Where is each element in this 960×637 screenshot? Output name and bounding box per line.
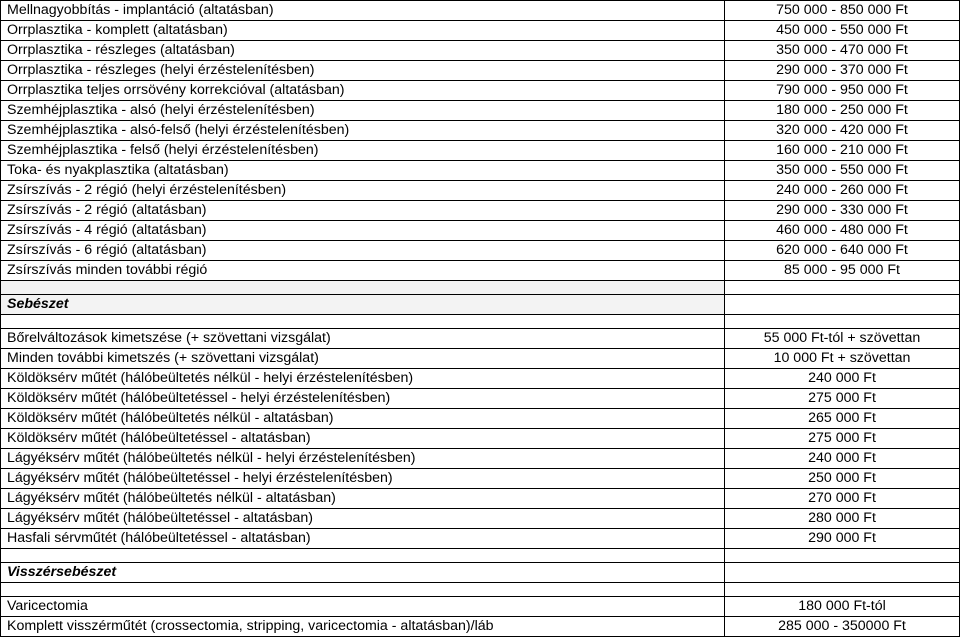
procedure-name: Toka- és nyakplasztika (altatásban) [1, 161, 725, 181]
procedure-name: Varicectomia [1, 597, 725, 617]
spacer-cell [725, 583, 960, 597]
procedure-price: 290 000 Ft [725, 529, 960, 549]
section-header-empty-cell [725, 295, 960, 315]
procedure-price: 460 000 - 480 000 Ft [725, 221, 960, 241]
procedure-price: 290 000 - 370 000 Ft [725, 61, 960, 81]
procedure-price: 10 000 Ft + szövettan [725, 349, 960, 369]
procedure-price: 240 000 Ft [725, 449, 960, 469]
procedure-name: Zsírszívás - 2 régió (helyi érzéstelenítésben) [1, 181, 725, 201]
procedure-price: 620 000 - 640 000 Ft [725, 241, 960, 261]
procedure-name: Mellnagyobbítás - implantáció (altatásban) [1, 1, 725, 21]
procedure-price: 240 000 Ft [725, 369, 960, 389]
table-row [1, 261, 960, 281]
procedure-price: 265 000 Ft [725, 409, 960, 429]
procedure-name: Köldöksérv műtét (hálóbeültetéssel - altatásban) [1, 429, 725, 449]
table-row [1, 429, 960, 449]
section-header-row [1, 295, 960, 315]
procedure-price: 750 000 - 850 000 Ft [725, 1, 960, 21]
procedure-name: Zsírszívás minden további régió [1, 261, 725, 281]
procedure-price: 180 000 - 250 000 Ft [725, 101, 960, 121]
procedure-name: Köldöksérv műtét (hálóbeültetés nélkül - helyi érzéstelenítésben) [1, 369, 725, 389]
table-row [1, 369, 960, 389]
table-row [1, 389, 960, 409]
procedure-price: 240 000 - 260 000 Ft [725, 181, 960, 201]
table-row [1, 409, 960, 429]
table-row [1, 509, 960, 529]
procedure-name: Zsírszívás - 6 régió (altatásban) [1, 241, 725, 261]
table-row [1, 141, 960, 161]
procedure-price: 290 000 - 330 000 Ft [725, 201, 960, 221]
table-row [1, 81, 960, 101]
spacer-row [1, 315, 960, 329]
table-row [1, 101, 960, 121]
procedure-price: 275 000 Ft [725, 429, 960, 449]
table-row [1, 221, 960, 241]
procedure-price: 280 000 Ft [725, 509, 960, 529]
procedure-name: Komplett visszérműtét (crossectomia, stripping, varicectomia - altatásban)/láb [1, 617, 725, 637]
procedure-name: Lágyéksérv műtét (hálóbeültetéssel - altatásban) [1, 509, 725, 529]
section-header-empty-cell [725, 563, 960, 583]
table-row [1, 161, 960, 181]
procedure-name: Zsírszívás - 4 régió (altatásban) [1, 221, 725, 241]
table-row [1, 21, 960, 41]
spacer-cell [725, 315, 960, 329]
procedure-price: 275 000 Ft [725, 389, 960, 409]
procedure-price: 250 000 Ft [725, 469, 960, 489]
procedure-name: Orrplasztika - részleges (altatásban) [1, 41, 725, 61]
procedure-price: 85 000 - 95 000 Ft [725, 261, 960, 281]
procedure-price: 180 000 Ft-tól [725, 597, 960, 617]
procedure-price: 285 000 - 350000 Ft [725, 617, 960, 637]
spacer-row [1, 281, 960, 295]
spacer-cell [1, 281, 725, 295]
spacer-row [1, 549, 960, 563]
procedure-price: 350 000 - 470 000 Ft [725, 41, 960, 61]
procedure-price: 270 000 Ft [725, 489, 960, 509]
table-row [1, 241, 960, 261]
procedure-name: Szemhéjplasztika - felső (helyi érzéstelenítésben) [1, 141, 725, 161]
procedure-name: Szemhéjplasztika - alsó-felső (helyi érzéstelenítésben) [1, 121, 725, 141]
spacer-cell [725, 549, 960, 563]
procedure-price: 55 000 Ft-tól + szövettan [725, 329, 960, 349]
section-title: Sebészet [1, 295, 725, 315]
procedure-name: Lágyéksérv műtét (hálóbeültetéssel - helyi érzéstelenítésben) [1, 469, 725, 489]
table-row [1, 181, 960, 201]
procedure-name: Zsírszívás - 2 régió (altatásban) [1, 201, 725, 221]
table-row [1, 201, 960, 221]
spacer-cell [1, 583, 725, 597]
procedure-name: Köldöksérv műtét (hálóbeültetés nélkül - altatásban) [1, 409, 725, 429]
spacer-row [1, 583, 960, 597]
table-row [1, 329, 960, 349]
section-header-row [1, 563, 960, 583]
procedure-name: Lágyéksérv műtét (hálóbeültetés nélkül - helyi érzéstelenítésben) [1, 449, 725, 469]
table-row [1, 469, 960, 489]
procedure-price: 160 000 - 210 000 Ft [725, 141, 960, 161]
table-row [1, 529, 960, 549]
procedure-name: Köldöksérv műtét (hálóbeültetéssel - helyi érzéstelenítésben) [1, 389, 725, 409]
procedure-name: Szemhéjplasztika - alsó (helyi érzéstelenítésben) [1, 101, 725, 121]
spacer-cell [1, 549, 725, 563]
spacer-cell [1, 315, 725, 329]
procedure-name: Hasfali sérvműtét (hálóbeültetéssel - altatásban) [1, 529, 725, 549]
procedure-name: Minden további kimetszés (+ szövettani vizsgálat) [1, 349, 725, 369]
section-title: Visszérsebészet [1, 563, 725, 583]
table-row [1, 349, 960, 369]
table-row [1, 597, 960, 617]
procedure-name: Lágyéksérv műtét (hálóbeültetés nélkül - altatásban) [1, 489, 725, 509]
procedure-name: Orrplasztika - komplett (altatásban) [1, 21, 725, 41]
table-row [1, 489, 960, 509]
table-row [1, 1, 960, 21]
procedure-name: Orrplasztika - részleges (helyi érzéstelenítésben) [1, 61, 725, 81]
table-row [1, 61, 960, 81]
spacer-cell [725, 281, 960, 295]
table-row [1, 449, 960, 469]
procedure-price: 450 000 - 550 000 Ft [725, 21, 960, 41]
table-row [1, 121, 960, 141]
procedure-name: Bőrelváltozások kimetszése (+ szövettani vizsgálat) [1, 329, 725, 349]
procedure-price: 320 000 - 420 000 Ft [725, 121, 960, 141]
procedure-name: Orrplasztika teljes orrsövény korrekcióval (altatásban) [1, 81, 725, 101]
procedure-price: 350 000 - 550 000 Ft [725, 161, 960, 181]
table-row [1, 41, 960, 61]
procedure-price: 790 000 - 950 000 Ft [725, 81, 960, 101]
